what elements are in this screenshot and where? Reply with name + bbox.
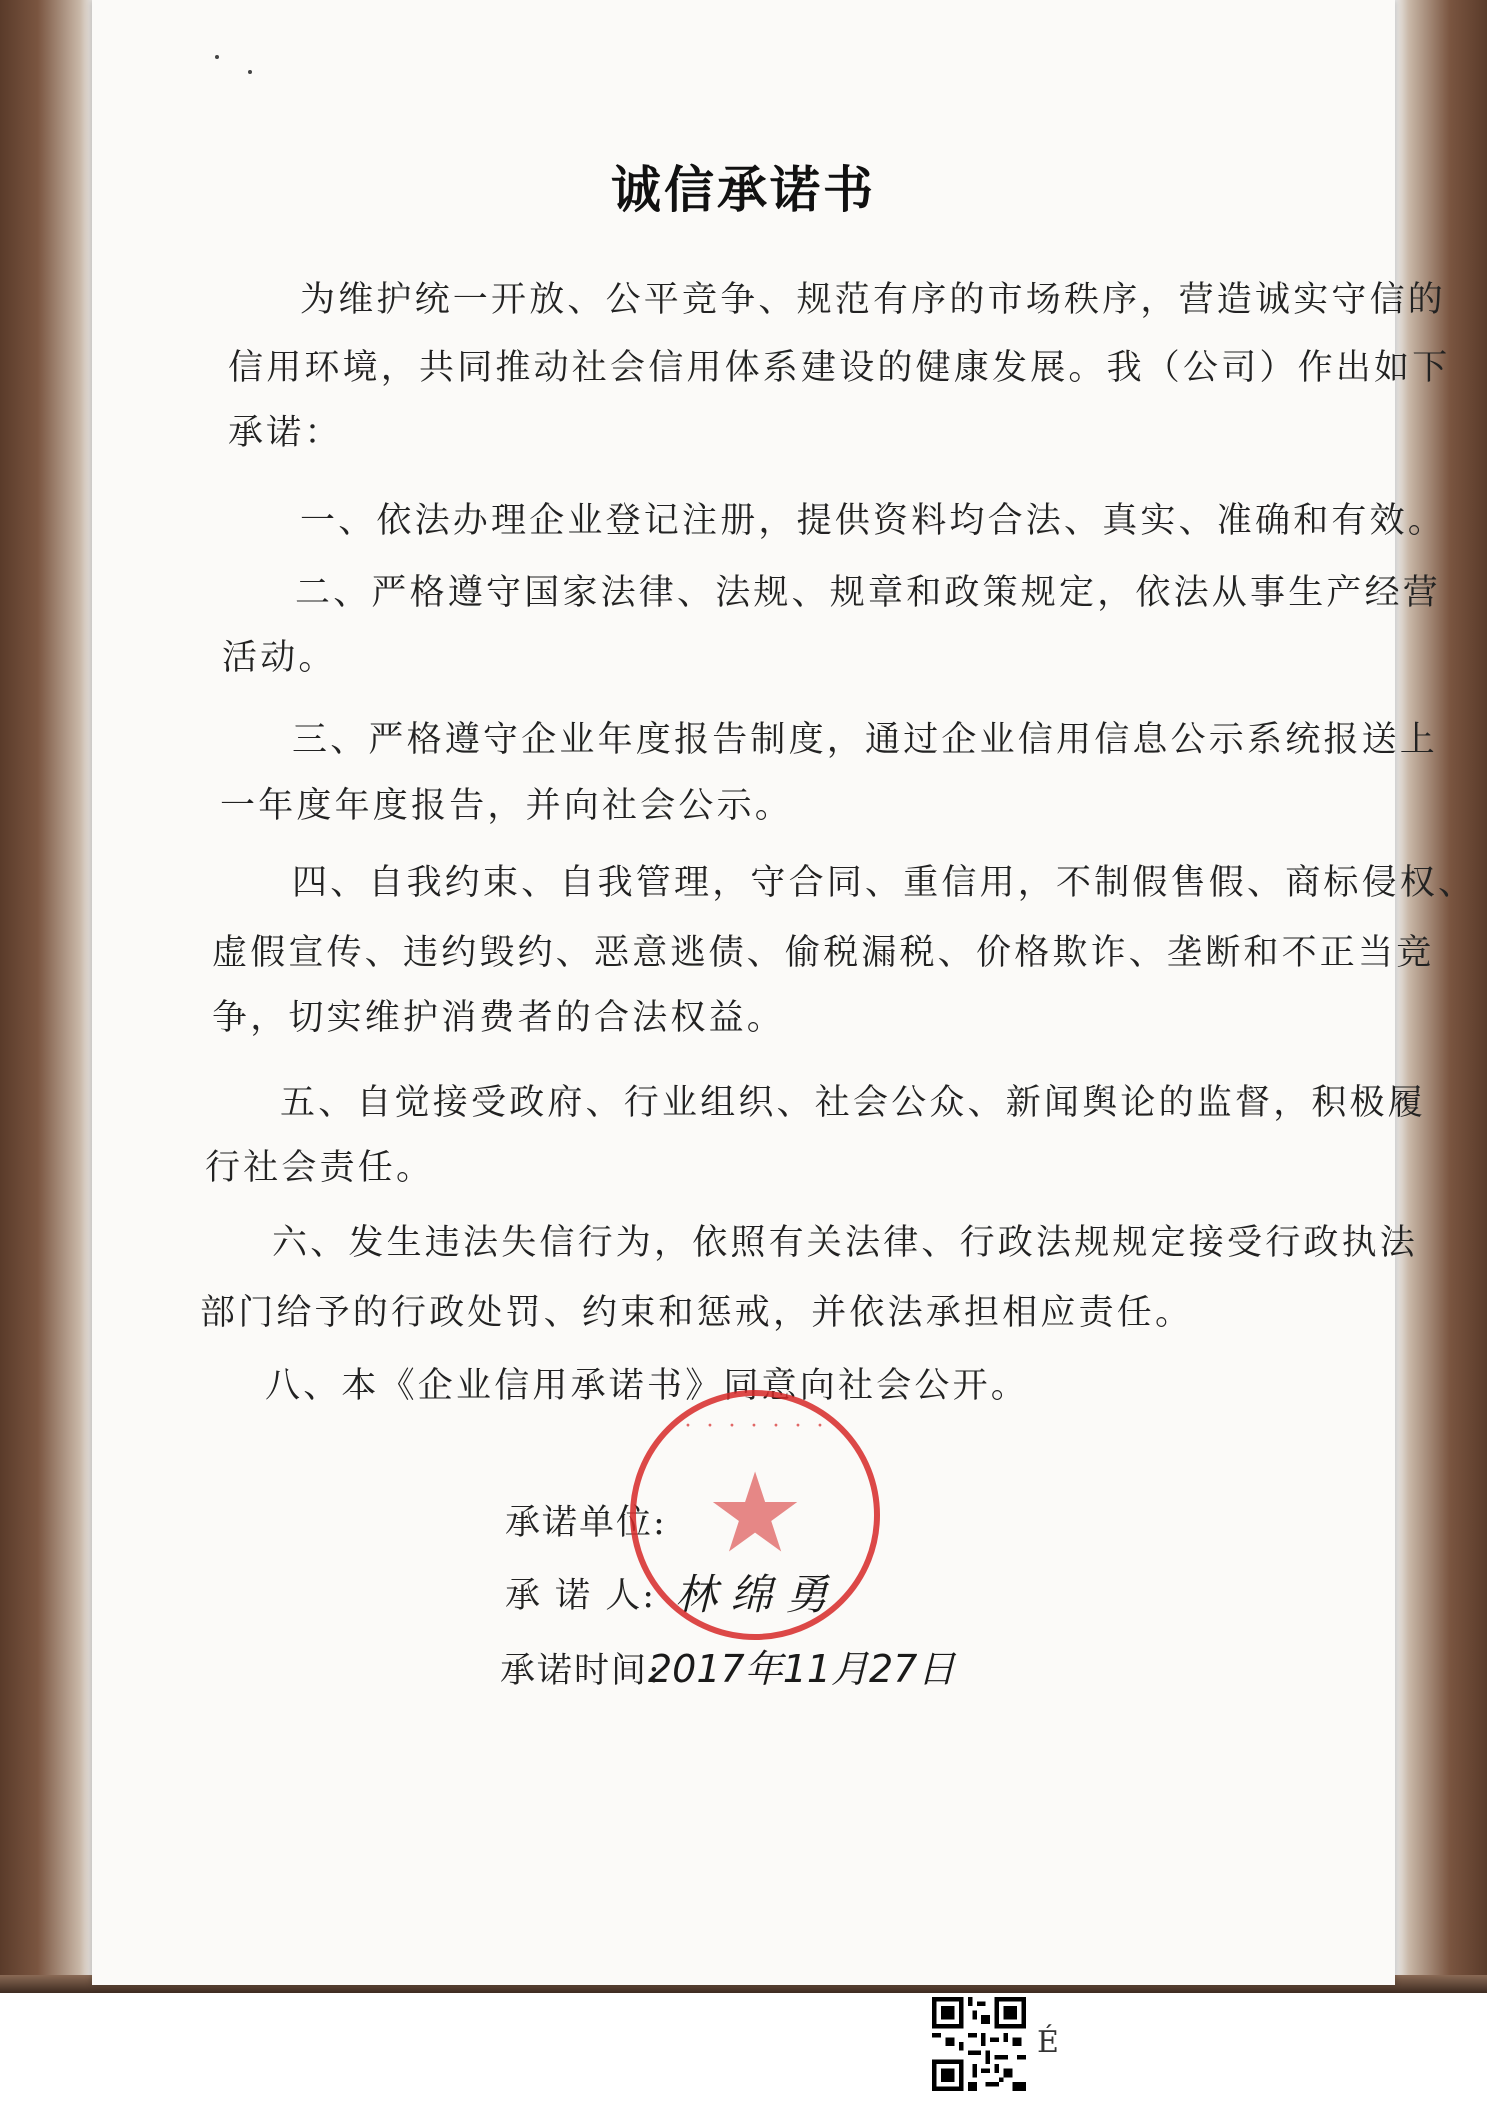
time-label: 承诺时间:: [500, 1651, 662, 1691]
item-line: 八、本《企业信用承诺书》同意向社会公开。: [265, 1366, 1030, 1406]
qr-code-icon: [932, 1997, 1026, 2091]
speck: [248, 70, 252, 74]
item-line: 活动。: [222, 638, 337, 678]
footer-mark: É: [1037, 2025, 1059, 2060]
speck: [215, 55, 219, 59]
intro-line: 承诺：: [228, 413, 343, 453]
item-line: 三、严格遵守企业年度报告制度，通过企业信用信息公示系统报送上: [292, 720, 1439, 760]
intro-line: 信用环境，共同推动社会信用体系建设的健康发展。我（公司）作出如下: [228, 348, 1451, 388]
item-line: 一、依法办理企业登记注册，提供资料均合法、真实、准确和有效。: [300, 501, 1447, 541]
item-line: 虚假宣传、违约毁约、恶意逃债、偷税漏税、价格欺诈、垄断和不正当竞: [212, 933, 1435, 973]
item-line: 争，切实维护消费者的合法权益。: [212, 998, 786, 1038]
person-signature: 林 绵 勇: [675, 1570, 828, 1619]
intro-line: 为维护统一开放、公平竞争、规范有序的市场秩序，营造诚实守信的: [300, 280, 1447, 320]
item-line: 行社会责任。: [205, 1148, 435, 1188]
seal-star-icon: ★: [705, 1449, 805, 1577]
item-line: 四、自我约束、自我管理，守合同、重信用，不制假售假、商标侵权、: [292, 863, 1477, 903]
time-value: 2017年11月27日: [648, 1647, 956, 1691]
company-seal: [630, 1390, 880, 1640]
item-line: 二、严格遵守国家法律、法规、规章和政策规定，依法从事生产经营: [295, 573, 1442, 613]
item-line: 一年度年度报告，并向社会公示。: [220, 786, 794, 826]
unit-label: 承诺单位:: [505, 1503, 667, 1543]
wood-edge-left: [0, 0, 94, 1990]
item-line: 六、发生违法失信行为，依照有关法律、行政法规规定接受行政执法: [272, 1223, 1419, 1263]
item-line: 部门给予的行政处罚、约束和惩戒，并依法承担相应责任。: [200, 1293, 1194, 1333]
seal-arc-text: · · · · · · ·: [684, 1414, 828, 1439]
document-title: 诚信承诺书: [611, 161, 876, 219]
person-label: 承 诺 人:: [505, 1576, 657, 1616]
item-line: 五、自觉接受政府、行业组织、社会公众、新闻舆论的监督，积极履: [280, 1083, 1427, 1123]
